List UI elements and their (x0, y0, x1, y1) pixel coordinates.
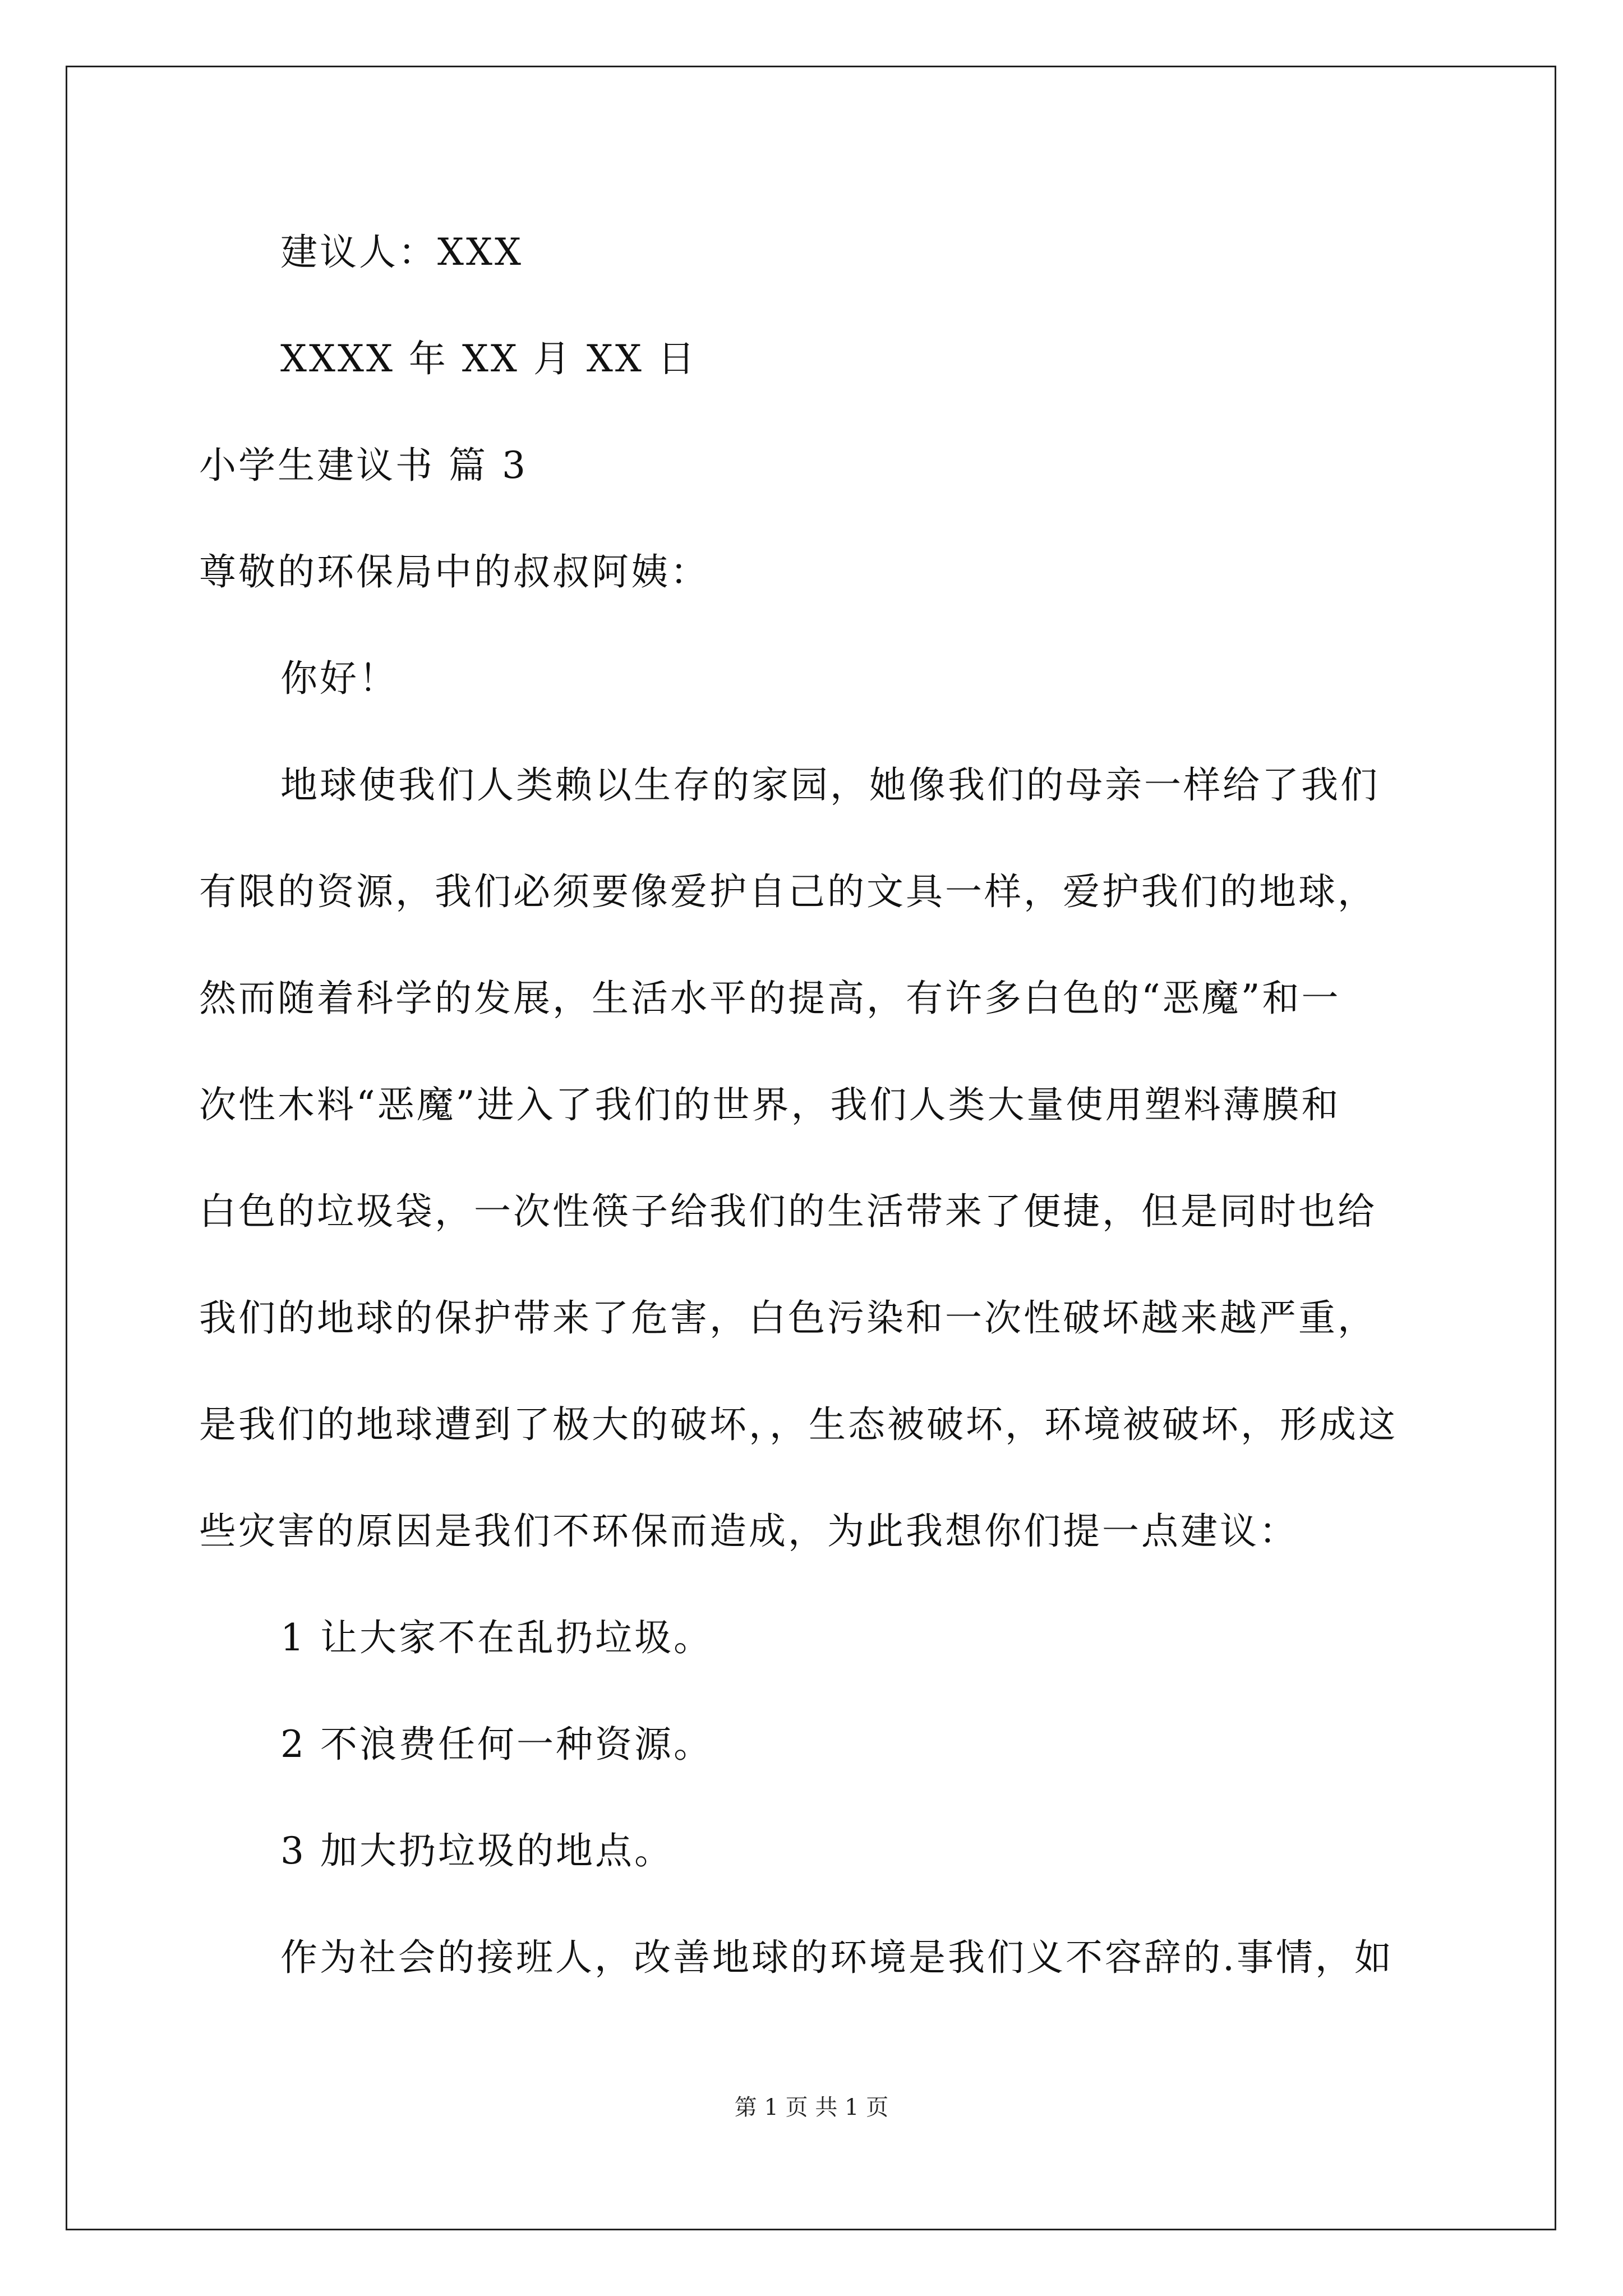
page-footer: 第 1 页 共 1 页 (734, 2095, 889, 2120)
section-heading: 小学生建议书 篇 3 (199, 444, 528, 487)
paragraph-line: 作为社会的接班人，改善地球的环境是我们义不容辞的.事情，如 (280, 1936, 1394, 1979)
paragraph-line: 然而随着科学的发展，生活水平的提高，有许多白色的“恶魔”和一 (199, 977, 1341, 1020)
paragraph-line: 地球使我们人类赖以生存的家园，她像我们的母亲一样给了我们 (280, 763, 1380, 807)
suggestion-item: 2 不浪费任何一种资源。 (280, 1723, 713, 1766)
page-border (66, 66, 1556, 2230)
salutation: 尊敬的环保局中的叔叔阿姨： (199, 550, 709, 593)
greeting: 你好！ (280, 657, 398, 700)
paragraph-line: 次性木料“恶魔”进入了我们的世界，我们人类大量使用塑料薄膜和 (199, 1083, 1341, 1126)
paragraph-line: 是我们的地球遭到了极大的破坏，，生态被破坏，环境被破坏，形成这 (199, 1403, 1398, 1446)
paragraph-line: 些灾害的原因是我们不环保而造成，为此我想你们提一点建议： (199, 1510, 1298, 1553)
paragraph-line: 白色的垃圾袋，一次性筷子给我们的生活带来了便捷，但是同时也给 (199, 1190, 1377, 1233)
date-line: XXXX 年 XX 月 XX 日 (280, 337, 697, 380)
signature-line: 建议人：XXX (280, 231, 523, 274)
suggestion-item: 1 让大家不在乱扔垃圾。 (280, 1616, 713, 1659)
paragraph-line: 有限的资源，我们必须要像爱护自己的文具一样，爱护我们的地球， (199, 870, 1377, 913)
suggestion-item: 3 加大扔垃圾的地点。 (280, 1829, 674, 1872)
paragraph-line: 我们的地球的保护带来了危害，白色污染和一次性破坏越来越严重， (199, 1296, 1377, 1340)
